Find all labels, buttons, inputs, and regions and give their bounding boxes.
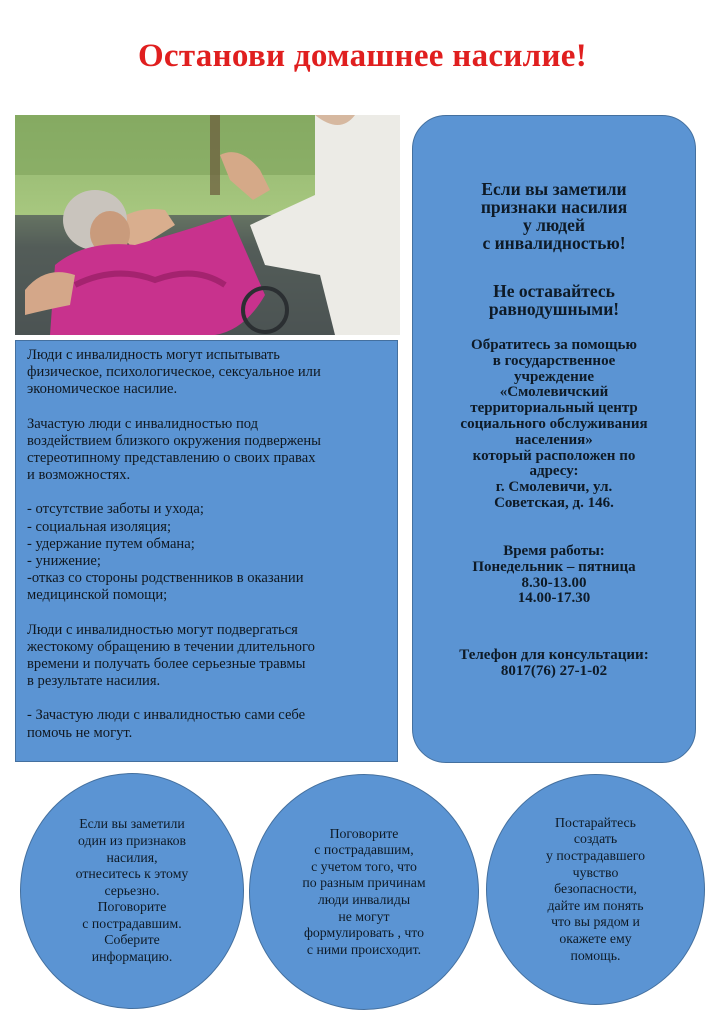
advice-text: Поговорите с пострадавшим, с учетом того, что по разным причинам люди инвалиды не могут формулировать , что с ними происходит. bbox=[302, 825, 426, 957]
page-title: Останови домашнее насилие! bbox=[137, 38, 588, 74]
contact-hours: Время работы: Понедельник – пятница 8.30-13.00 14.00-17.30 bbox=[472, 543, 636, 607]
info-paragraph: Люди с инвалидностью могут подвергаться жестокому обращению в течении длительного времени и получать более серьезные травмы в результате насилия. bbox=[27, 621, 315, 690]
advice-text: Если вы заметили один из признаков насилия, отнеситесь к этому серьезно. Поговорите с пострадавшим. Соберите информацию. bbox=[75, 816, 189, 965]
contact-phone: Телефон для консультации: 8017(76) 27-1-02 bbox=[459, 647, 649, 679]
info-list: - отсутствие заботы и ухода; - социальная изоляция; - удержание путем обмана; - унижение; -отказ со стороны родственников в оказании медицинской помощи; bbox=[27, 501, 304, 604]
advice-text: Постарайтесь создать у пострадавшего чувство безопасности, дайте им понять что вы рядом и окажете ему помощь. bbox=[546, 814, 645, 963]
info-paragraph: Зачастую люди с инвалидностью под воздействием близкого окружения подвержены стереотипному представлению о своих правах и возможностях. bbox=[27, 415, 321, 484]
contact-address: Обратитесь за помощью в государственное учреждение «Смолевичский территориальный центр социального обслуживания населения» который расположен по адресу: г. Смолевичи, ул. Советская, д. 146. bbox=[460, 337, 648, 511]
info-paragraph: - Зачастую люди с инвалидностью сами себе помочь не могут. bbox=[27, 707, 306, 741]
contact-panel bbox=[412, 115, 696, 763]
photo-elderly-woman-abuse bbox=[15, 115, 400, 335]
info-paragraph: Люди с инвалидность могут испытывать физическое, психологическое, сексуальное или экономическое насилие. bbox=[27, 347, 321, 398]
advice-circle-1 bbox=[20, 773, 244, 1009]
contact-call-to-action: Не оставайтесь равнодушными! bbox=[488, 281, 620, 319]
info-text-box bbox=[15, 340, 398, 762]
contact-lead: Если вы заметили признаки насилия у людей с инвалидностью! bbox=[480, 179, 628, 253]
advice-circle-3 bbox=[486, 774, 705, 1005]
advice-circle-2 bbox=[249, 774, 479, 1010]
photo-illustration bbox=[15, 115, 400, 335]
